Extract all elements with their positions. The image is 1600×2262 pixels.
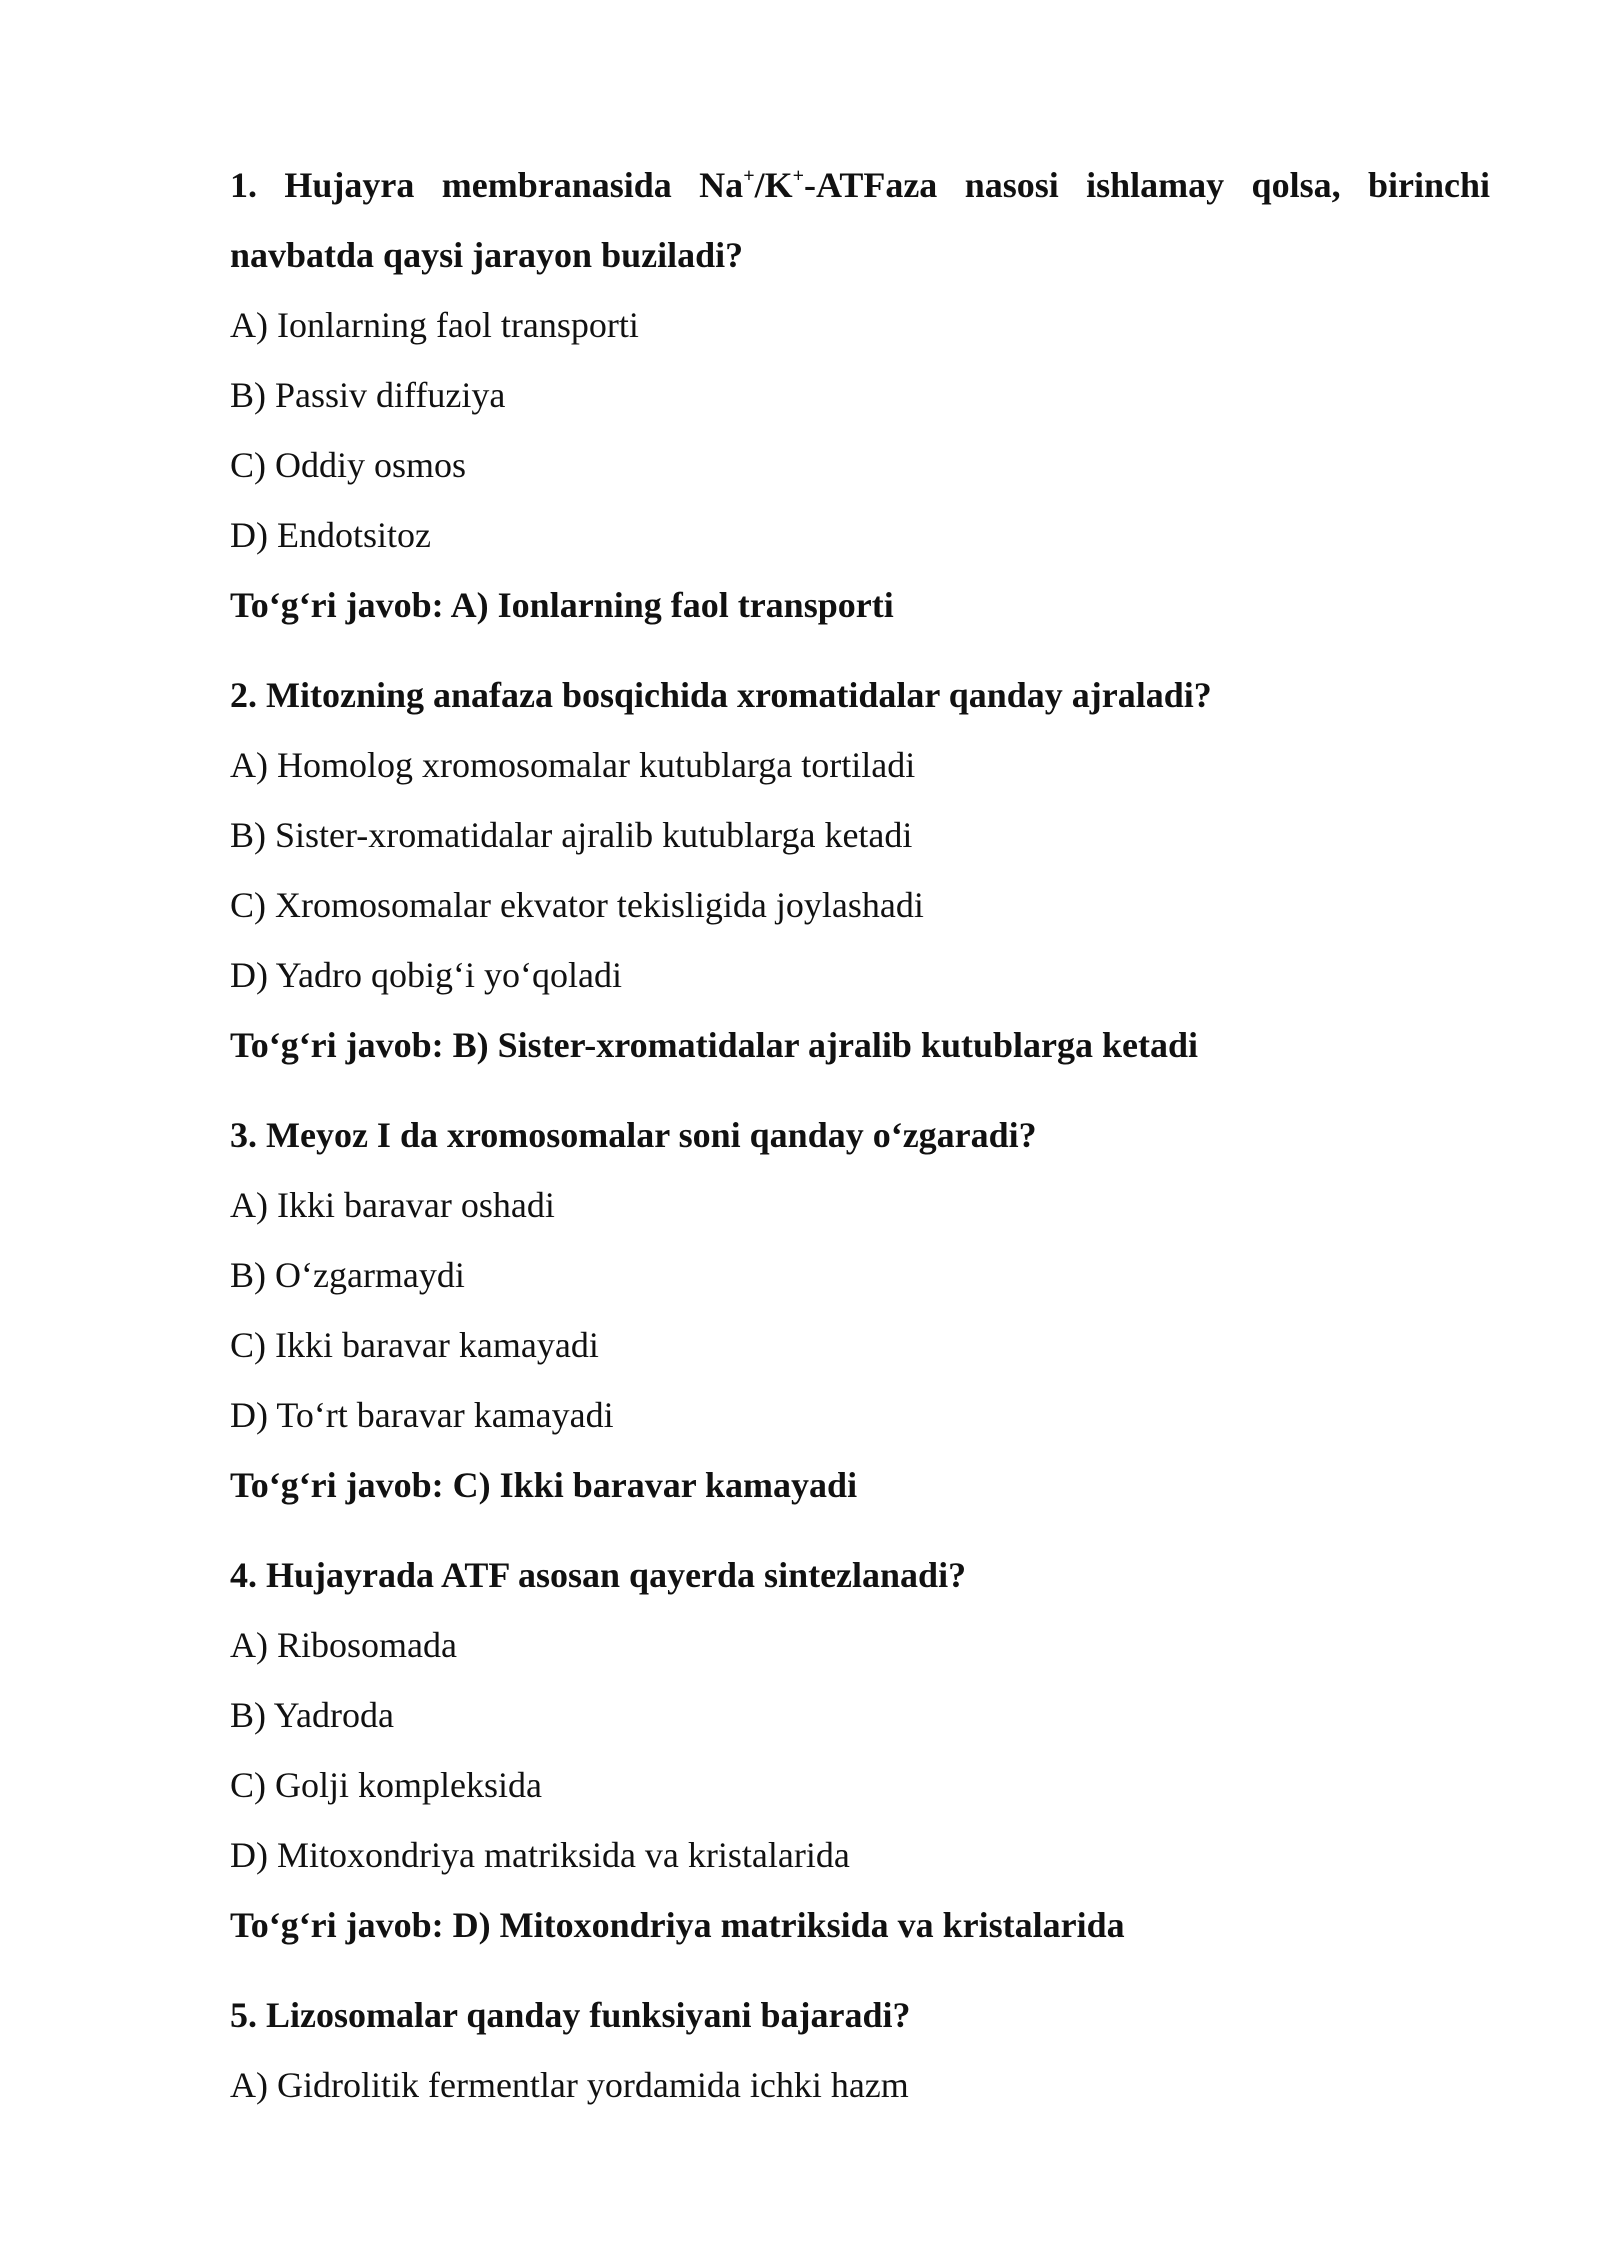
option-d: D) Mitoxondriya matriksida va kristalarida [230, 1835, 850, 1875]
option-a: A) Homolog xromosomalar kutublarga tortiladi [230, 745, 916, 785]
option-b: B) O‘zgarmaydi [230, 1255, 465, 1295]
question-block-3 [230, 1100, 1490, 1520]
option-a: A) Ikki baravar oshadi [230, 1185, 555, 1225]
correct-answer: To‘g‘ri javob: C) Ikki baravar kamayadi [230, 1465, 858, 1505]
question-block-2 [230, 660, 1490, 1080]
question-block-1 [230, 150, 1490, 640]
option-c: C) Golji kompleksida [230, 1765, 542, 1805]
question-3-text: 3. Meyoz I da xromosomalar soni qanday o‘zgaradi? [230, 1115, 1037, 1155]
question-block-4 [230, 1540, 1490, 1960]
question-5-text: 5. Lizosomalar qanday funksiyani bajaradi? [230, 1995, 911, 2035]
superscript-plus: + [743, 165, 755, 187]
correct-answer: To‘g‘ri javob: D) Mitoxondriya matriksida va kristalarida [230, 1905, 1125, 1945]
option-c: C) Oddiy osmos [230, 445, 467, 485]
option-a: A) Ribosomada [230, 1625, 457, 1665]
option-a: A) Ionlarning faol transporti [230, 305, 639, 345]
correct-answer: To‘g‘ri javob: A) Ionlarning faol transporti [230, 585, 894, 625]
option-d: D) Yadro qobig‘i yo‘qoladi [230, 955, 622, 995]
question-2-text: 2. Mitozning anafaza bosqichida xromatidalar qanday ajraladi? [230, 675, 1212, 715]
option-b: B) Yadroda [230, 1695, 395, 1735]
option-d: D) Endotsitoz [230, 515, 431, 555]
document-page [230, 150, 1490, 2140]
option-b: B) Passiv diffuziya [230, 375, 506, 415]
question-1-text: 1. Hujayra membranasida Na+/K+-ATFaza nasosi ishlamay qolsa, birinchi navbatda qaysi jarayon buziladi? [230, 165, 1491, 275]
question-block-5 [230, 1980, 1490, 2120]
option-d: D) To‘rt baravar kamayadi [230, 1395, 614, 1435]
option-c: C) Xromosomalar ekvator tekisligida joylashadi [230, 885, 924, 925]
option-a: A) Gidrolitik fermentlar yordamida ichki hazm [230, 2065, 909, 2105]
question-4-text: 4. Hujayrada ATF asosan qayerda sintezlanadi? [230, 1555, 967, 1595]
option-c: C) Ikki baravar kamayadi [230, 1325, 599, 1365]
superscript-plus: + [792, 165, 805, 187]
option-b: B) Sister-xromatidalar ajralib kutublarga ketadi [230, 815, 913, 855]
correct-answer: To‘g‘ri javob: B) Sister-xromatidalar ajralib kutublarga ketadi [230, 1025, 1199, 1065]
